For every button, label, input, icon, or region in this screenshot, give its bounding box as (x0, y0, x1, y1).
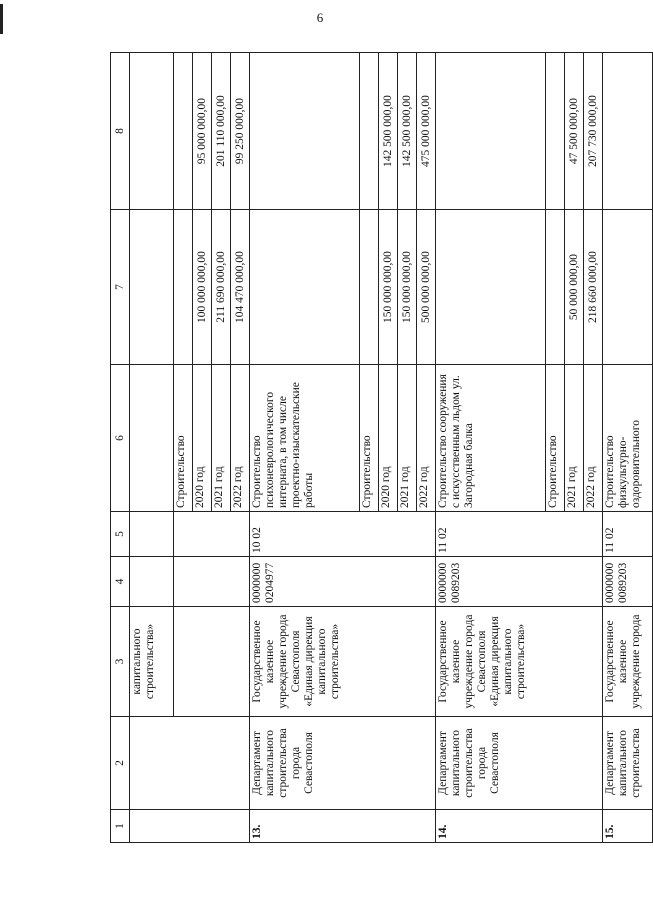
value-col7: 150 000 000,00 (379, 210, 398, 365)
value-col7: 104 470 000,00 (231, 210, 250, 365)
row-label: Строительство (360, 365, 379, 512)
header-cell: 6 (111, 365, 130, 512)
value-col8 (360, 53, 379, 210)
row-label: 2022 год (231, 365, 250, 512)
table-row (130, 53, 174, 843)
entry-row-13 (250, 53, 360, 843)
row-label: 2021 год (565, 365, 584, 512)
row-label: 2021 год (398, 365, 417, 512)
budget-code: 0000000 0204977 (250, 557, 436, 607)
header-cell: 1 (111, 810, 130, 843)
row-label: 2022 год (584, 365, 603, 512)
header-cell: 8 (111, 53, 130, 210)
row-label: 2022 год (417, 365, 436, 512)
value-col7 (546, 210, 565, 365)
department: Департамент капитального строительства города Севастополя (436, 717, 603, 810)
value-col8 (546, 53, 565, 210)
budget-code: 0000000 0089203 (603, 557, 653, 607)
value-col7 (360, 210, 379, 365)
entry-number: 15. (603, 810, 653, 843)
value-col8: 142 500 000,00 (398, 53, 417, 210)
entry-row-14 (436, 53, 546, 843)
entry-number: 14. (436, 810, 603, 843)
page-number: 6 (316, 10, 324, 25)
header-row (111, 53, 130, 843)
header-cell: 5 (111, 512, 130, 557)
value-col8: 142 500 000,00 (379, 53, 398, 210)
header-cell: 7 (111, 210, 130, 365)
value-col7: 100 000 000,00 (193, 210, 212, 365)
header-cell: 3 (111, 607, 130, 717)
value-col8: 47 500 000,00 (565, 53, 584, 210)
entry-row-15 (603, 53, 653, 843)
budget-table (110, 52, 653, 843)
row-label: 2020 год (193, 365, 212, 512)
object-name: Строительство сооружения с искусственным льдом ул. Загородная балка (436, 365, 546, 512)
row-label: Строительство (546, 365, 565, 512)
object-name: Строительство физкультурно-оздоровительного (603, 365, 653, 512)
section-code: 11 02 (436, 512, 603, 557)
value-col7: 50 000 000,00 (565, 210, 584, 365)
department: Департамент капитального строительства города Севастополя (250, 717, 436, 810)
section-code: 11 02 (603, 512, 653, 557)
organization: Государственное казенное учреждение города (603, 607, 653, 717)
value-col8: 99 250 000,00 (231, 53, 250, 210)
row-label: 2020 год (379, 365, 398, 512)
department: Департамент капитального строительства (603, 717, 653, 810)
section-code: 10 02 (250, 512, 436, 557)
value-col7: 218 660 000,00 (584, 210, 603, 365)
value-col8: 201 110 000,00 (212, 53, 231, 210)
value-col8 (174, 53, 193, 210)
rotated-table-wrapper (110, 53, 642, 843)
row-label: 2021 год (212, 365, 231, 512)
header-cell: 2 (111, 717, 130, 810)
value-col8: 95 000 000,00 (193, 53, 212, 210)
organization: Государственное казенное учреждение города Севастополя «Единая дирекция капитального строительства» (250, 607, 436, 717)
org-continuation: капитального строительства» (130, 607, 174, 717)
value-col7: 150 000 000,00 (398, 210, 417, 365)
value-col7: 500 000 000,00 (417, 210, 436, 365)
value-col7 (174, 210, 193, 365)
value-col7: 211 690 000,00 (212, 210, 231, 365)
budget-code: 0000000 0089203 (436, 557, 603, 607)
entry-number: 13. (250, 810, 436, 843)
organization: Государственное казенное учреждение города Севастополя «Единая дирекция капитального строительства» (436, 607, 603, 717)
value-col8: 475 000 000,00 (417, 53, 436, 210)
value-col8: 207 730 000,00 (584, 53, 603, 210)
object-name: Строительство психоневрологического интерната, в том числе проектно-изыскательские работы (250, 365, 360, 512)
header-cell: 4 (111, 557, 130, 607)
row-label: Строительство (174, 365, 193, 512)
